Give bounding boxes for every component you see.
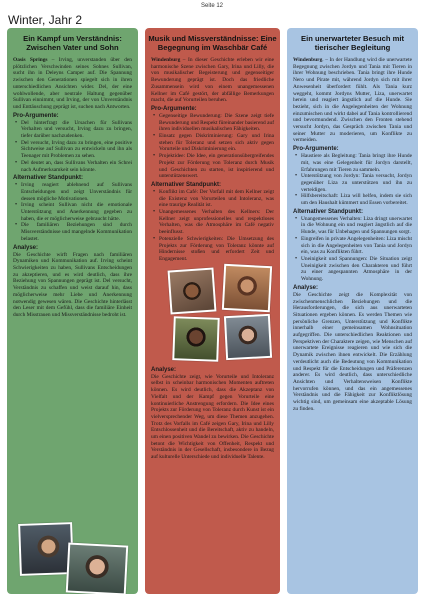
alt-item: • Unangemessenes Verhalten des Kellners: Der Kellner zeigt unprofessionelles und respektloses Verhalten, was die Atmosphäre im Café negativ beeinflusst. — [159, 209, 274, 236]
pro-item: • Unterstützung von Jordyn: Tania versucht, Jordyn gegenüber Liza zu unterstützen und ihn zu verteidigen. — [301, 173, 412, 193]
intro-text: . – In der Handlung wird die unerwartete Begegnung zwischen Jordyn und Tania mit Tieren in ihrer Wohnung beschrieben. Tania bringt ihre Hunde Nero und Pirate mit, während Jordyn sich mit ihrer Anwesenheit überfordert fühlt. Als Tania kurz weggeht, kommt Jordyns Mutter, Liza, unerwartet herein und reagiert ängstlich auf die Hunde. Sie bezieht, sich in die Angelegenheiten der Wohnung einzumischen und wirkt dabei auf Tania kontrollierend und bevormundend. Zwischen den Fronten stehend versucht Jordyn, das Gespräch zwischen Tania und seiner Mutter zu moderieren, um Konflikte zu vermeiden. — [293, 57, 412, 144]
location-label: Oasis Springs — [13, 57, 48, 63]
intro-text: – Irving, unverstanden über den plötzlichen Verschwinden seines Sohnes Sullivan, sucht ihn in Deleyns Camper auf. Die Spannung zwischen den Generationen spiegelt sich in ihren unterschiedlichen Ansichten wider. Del, der eine wohlwollende, aber neutrale Haltung gegenüber Sullivan einnimmt, und Irving, der von Unverständnis und Enttäuschung geprägt ist, suchen nach Antworten. — [13, 57, 132, 110]
photo-kellner — [224, 314, 272, 360]
photo-irving — [18, 522, 74, 576]
pro-item: • Hilfsbereitschaft: Liza will helfen, indem sie sich um den Haushalt kümmert und Essen vorbereitet. — [301, 193, 412, 206]
article-title: Ein Kampf um Verständnis: Zwischen Vater und Sohn — [23, 34, 122, 52]
analysis-heading: Analyse: — [13, 244, 39, 251]
pro-item: • Gegenseitige Bewunderung: Die Szene zeigt tiefe Bewunderung und Respekt füreinander basierend auf ihren individuellen musikalischen Fähigkeiten. — [159, 113, 274, 133]
alt-heading: Alternativer Standpunkt: — [151, 181, 222, 188]
photo-collage — [151, 263, 274, 365]
article-title: Ein unerwarteter Besuch mit tierischer Begleitung — [301, 34, 404, 52]
alt-item: • Unangemessenes Verhalten: Liza dringt unerwartet in die Wohnung ein und reagiert ängstlich auf die Hunde, was für Unbehagen und Spannungen sorgt. — [301, 216, 412, 236]
pro-list — [293, 153, 412, 207]
article-intro — [293, 57, 412, 144]
photo-lilly — [172, 316, 220, 362]
pro-list — [13, 120, 132, 174]
article-intro — [151, 57, 274, 104]
location-label: Windenburg — [293, 57, 323, 63]
alt-list — [293, 216, 412, 283]
article-intro — [13, 57, 132, 111]
alt-item: • Uneinigkeit und Spannungen: Die Situation zeigt Uneinigkeit zwischen den Charakteren und führt zu einer angespannten Atmosphäre in der Wohnung. — [301, 256, 412, 283]
alt-list — [13, 182, 132, 242]
pro-item: • Projektidee: Die Idee, ein generationsübergreifendes Projekt zur Förderung von Toleranz durch Musik und Geschichten zu starten, ist inspirierend und unterstützenswert. — [159, 153, 274, 180]
alt-item: • Irving reagiert ablehnend auf Sullivans Entscheidungen und zeigt Unverständnis für dessen mögliche Motivationen. — [21, 182, 132, 202]
pro-item: • Del deutet an, dass Sullivans Verhalten ein Schrei nach Aufmerksamkeit sein könnte. — [21, 160, 132, 173]
pro-item: • Del hinterfragt die Ursachen für Sullivans Verhalten und versucht, Irving dazu zu bringen, tiefer darüber nachzudenken. — [21, 120, 132, 140]
page-heading: Winter, Jahr 2 — [8, 13, 83, 27]
article-title: Musik und Missverständnisse: Eine Begegnung im Waschbär Café — [148, 34, 277, 52]
intro-text: – In dieser Geschichte erleben wir eine harmonische Szene zwischen Gary, Irina und Lilly, die von musikalischer Begeisterung und gegenseitiger Bewunderung geprägt ist. Doch das friedliche Zusammensein wird von einem unangemessenen Kellner im Café gestört, der abfällige Bemerkungen macht, die auf Vorurteilen beruhen. — [151, 57, 274, 104]
analysis-heading: Analyse: — [293, 284, 319, 291]
pro-heading: Pro-Argumente: — [293, 146, 339, 153]
alt-heading: Alternativer Standpunkt: — [293, 208, 364, 215]
pro-item: • Del versucht, Irving dazu zu bringen, eine positive Sichtweise auf Sullivan zu entwickeln und ihn als Teenager mit Problemen zu sehen. — [21, 140, 132, 160]
analysis-text: Die Geschichte wirft Fragen nach familiären Dynamiken und Kommunikation auf. Irving scheint Schwierigkeiten zu haben, Sullivans Entscheidungen zu akzeptieren, und es wird deutlich, dass ihre Beziehung von Spannungen geprägt ist. Del versucht, Verständnis zu schaffen und weist darauf hin, dass möglicherweise mehr Liebe und Anerkennung notwendig gewesen wären. Die Geschichte hinterlässt den Leser mit dem Gefühl, dass die familiäre Einheit durch Misstrauen und Missverständnisse bedroht ist. — [13, 251, 132, 318]
pro-item: • Einsatz gegen Diskriminierung: Gary und Irina stehen für Toleranz und setzen sich aktiv gegen Vorurteile und Diskriminierung ein. — [159, 133, 274, 153]
alt-item: • Konflikt im Café: Der Vorfall mit dem Kellner zeigt die Existenz von Vorurteilen und Intoleranz, was eine traurige Realität ist. — [159, 189, 274, 209]
photo-gary — [168, 267, 217, 314]
pro-heading: Pro-Argumente: — [13, 112, 59, 119]
alt-item: • Irving scheint Sullivan nicht die emotionale Unterstützung und Anerkennung gegeben zu haben, die er möglicherweise gebraucht hätte. — [21, 202, 132, 222]
alt-item: • Potenzielle Schwierigkeiten: Die Umsetzung des Projekts zur Förderung von Toleranz könnte auf Hindernisse stoßen und erfordert Zeit und Engagement. — [159, 236, 274, 263]
article-column-waschbaer-cafe — [145, 28, 280, 594]
analysis-text: Die Geschichte zeigt, wie Vorurteile und Intoleranz selbst in scheinbar harmonischen Momenten auftreten können. Es wird deutlich, dass die Akzeptanz von Vielfalt und der Kampf gegen Vorurteile eine kontinuierliche Anstrengung erfordern. Die Idee eines Projekts zur Förderung von Toleranz durch Kunst ist ein vielversprechender Weg, um diese Themen anzugehen. Trotz des Vorfalls im Café zeigen Gary, Irina und Lilly Entschlossenheit und die Bereitschaft, aktiv zu handeln, um einen positiven Wandel zu bewirken. Die Geschichte betont die Wichtigkeit von Offenheit, Respekt und Verständnis in der Gesellschaft, insbesondere in Bezug auf kulturelle Unterschiede und individuelle Talente. — [151, 373, 274, 461]
alt-list — [151, 189, 274, 263]
pro-heading: Pro-Argumente: — [151, 105, 197, 112]
alt-item: • Die familiären Beziehungen sind durch Missverständnisse und mangelnde Kommunikation belastet. — [21, 222, 132, 242]
analysis-text: Die Geschichte zeigt die Komplexität von zwischenmenschlichen Beziehungen und die Herausforderungen, die sich aus unerwarteten Situationen ergeben können. Es werden Themen wie persönliche Grenzen, Unterstützung und Konflikte innerhalb einer gemeinsamen Wohnsituation aufgegriffen. Die unterschiedlichen Reaktionen und Perspektiven der Charaktere zeigen, wie Menschen auf unerwartete Ereignisse reagieren und wie sich die Dynamik zwischen ihnen entwickelt. Die Erzählung verdeutlicht auch die Bedeutung von Kommunikation und Respekt für die Entscheidungen und Präferenzen anderer. Es wird deutlich, dass unterschiedliche Ansichten und Verhaltensweisen Konflikte hervorrufen können, und das ein angemessenes Verständnis und die Fähigkeit zur Konfliktlösung wichtig sind, um gemeinsam eine akzeptable Lösung zu finden. — [293, 291, 412, 412]
article-column-vater-sohn — [7, 28, 138, 594]
page-number: Seite 12 — [200, 3, 224, 9]
analysis-heading: Analyse: — [151, 366, 177, 373]
alt-item: • Eingreifen in private Angelegenheiten: Liza mischt sich in die Angelegenheiten von Tania und Jordyn ein, was zu Konflikten führt. — [301, 236, 412, 256]
photo-sullivan — [66, 542, 129, 594]
photo-irina — [222, 263, 272, 311]
pro-list — [151, 113, 274, 180]
alt-heading: Alternativer Standpunkt: — [13, 175, 84, 182]
article-column-tierischer-besuch — [287, 28, 418, 594]
pro-item: • Haustiere als Begleitung: Tania bringt ihre Hunde mit, was eine Gelegenheit für Jordyn darstellt, Erfahrungen mit Tieren zu sammeln. — [301, 153, 412, 173]
location-label: Windenburg — [151, 57, 181, 63]
